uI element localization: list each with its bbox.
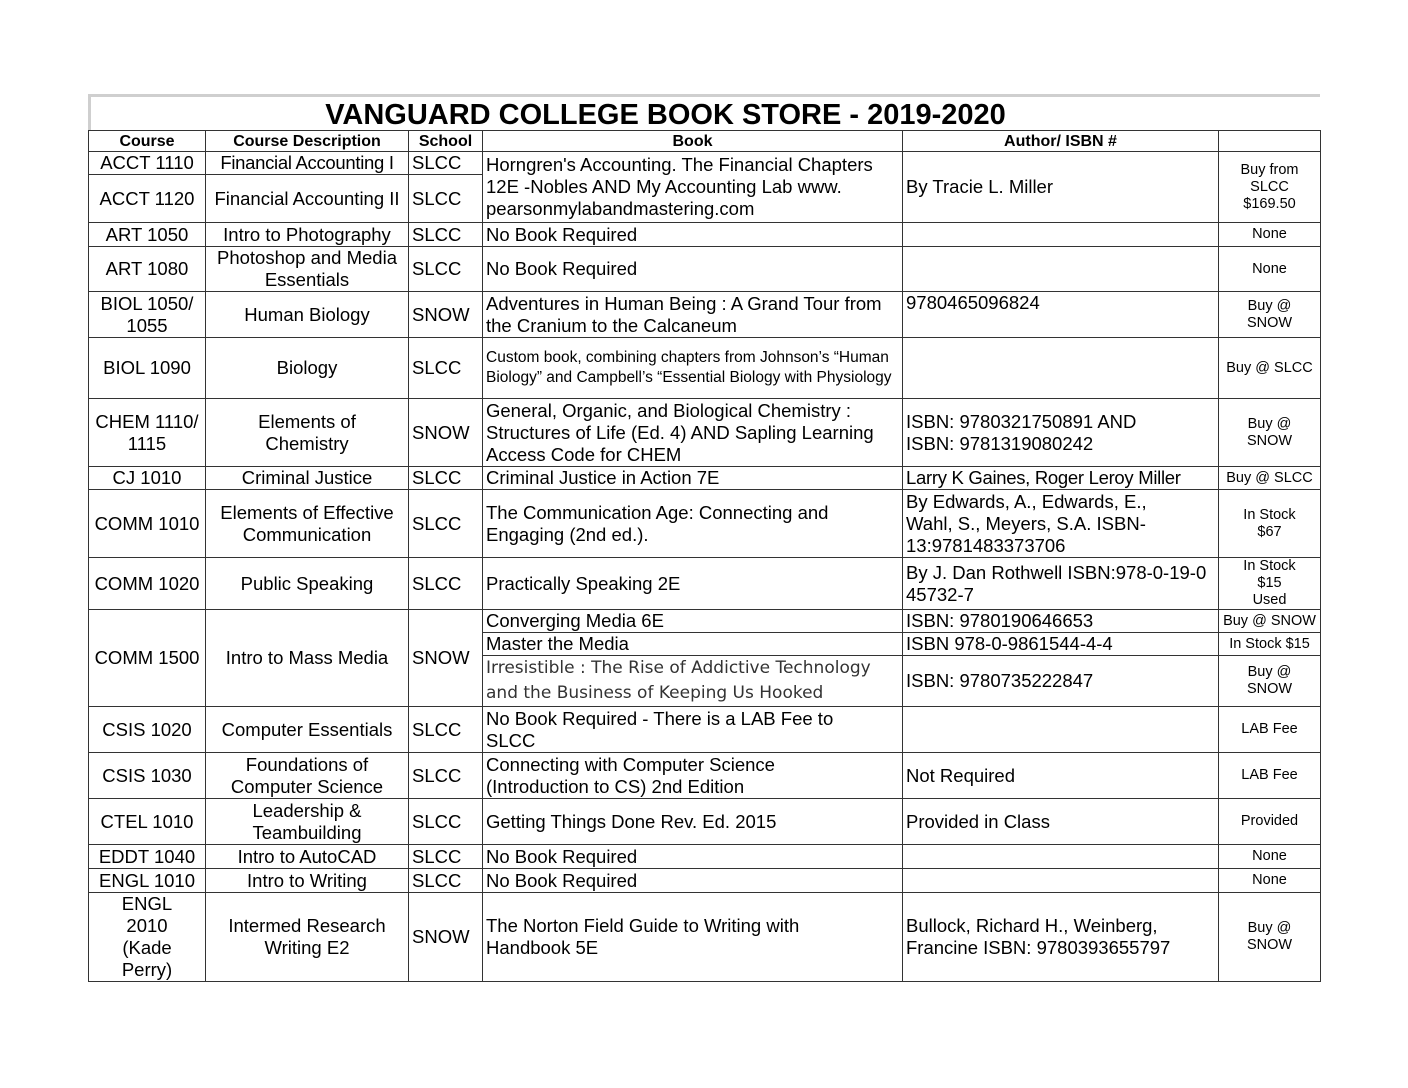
book-cell: Criminal Justice in Action 7E (483, 467, 903, 490)
description-cell: Elements of Effective Communication (206, 490, 409, 558)
table-row (89, 869, 1321, 893)
header-course: Course (89, 131, 206, 152)
status-cell: Buy @ SLCC (1219, 467, 1321, 490)
status-cell: Buy @ SLCC (1219, 338, 1321, 399)
book-cell: Adventures in Human Being : A Grand Tour from the Cranium to the Calcaneum (483, 292, 903, 338)
author-cell (903, 845, 1219, 869)
book-cell: General, Organic, and Biological Chemistry : Structures of Life (Ed. 4) AND Sapling Learning Access Code for CHEM (483, 399, 903, 467)
page-title: VANGUARD COLLEGE BOOK STORE - 2019-2020 (325, 99, 1006, 131)
book-table (88, 130, 1321, 982)
status-cell: Buy from SLCC $169.50 (1219, 152, 1321, 223)
title-bar (88, 94, 1320, 130)
description-cell: Biology (206, 338, 409, 399)
school-cell: SNOW (409, 292, 483, 338)
author-cell: By Tracie L. Miller (903, 152, 1219, 223)
header-author: Author/ ISBN # (903, 131, 1219, 152)
status-cell: Provided (1219, 799, 1321, 845)
table-row (89, 610, 1321, 633)
book-cell: No Book Required (483, 869, 903, 893)
book-cell: Converging Media 6E (483, 610, 903, 633)
school-cell: SLCC (409, 152, 483, 175)
status-cell: None (1219, 845, 1321, 869)
description-cell: Photoshop and Media Essentials (206, 247, 409, 292)
table-row (89, 799, 1321, 845)
status-cell: Buy @ SNOW (1219, 656, 1321, 707)
header-description: Course Description (206, 131, 409, 152)
author-cell: ISBN: 9780735222847 (903, 656, 1219, 707)
description-cell: Computer Essentials (206, 707, 409, 753)
school-cell: SLCC (409, 845, 483, 869)
status-cell: In Stock $15 Used (1219, 558, 1321, 610)
author-cell: ISBN: 9780321750891 AND ISBN: 9781319080242 (903, 399, 1219, 467)
header-school: School (409, 131, 483, 152)
header-book: Book (483, 131, 903, 152)
course-cell: BIOL 1050/ 1055 (89, 292, 206, 338)
table-row (89, 223, 1321, 247)
course-cell: COMM 1020 (89, 558, 206, 610)
table-row (89, 845, 1321, 869)
table-row (89, 707, 1321, 753)
status-cell: LAB Fee (1219, 707, 1321, 753)
status-cell: In Stock $15 (1219, 633, 1321, 656)
description-cell: Leadership & Teambuilding (206, 799, 409, 845)
status-cell: In Stock $67 (1219, 490, 1321, 558)
school-cell: SLCC (409, 799, 483, 845)
author-cell (903, 247, 1219, 292)
author-cell: Larry K Gaines, Roger Leroy Miller (903, 467, 1219, 490)
course-cell: CTEL 1010 (89, 799, 206, 845)
description-cell: Financial Accounting II (206, 175, 409, 223)
school-cell: SLCC (409, 753, 483, 799)
author-cell: Not Required (903, 753, 1219, 799)
author-cell: By J. Dan Rothwell ISBN:978-0-19-045732-7 (903, 558, 1219, 610)
bookstore-sheet (88, 94, 1320, 982)
author-cell (903, 223, 1219, 247)
description-cell: Public Speaking (206, 558, 409, 610)
school-cell: SLCC (409, 467, 483, 490)
status-cell: None (1219, 247, 1321, 292)
school-cell: SLCC (409, 175, 483, 223)
description-cell: Intermed Research Writing E2 (206, 893, 409, 982)
school-cell: SLCC (409, 869, 483, 893)
table-row (89, 490, 1321, 558)
course-cell: CJ 1010 (89, 467, 206, 490)
author-cell: By Edwards, A., Edwards, E., Wahl, S., Meyers, S.A. ISBN-13:9781483373706 (903, 490, 1219, 558)
description-cell: Intro to Writing (206, 869, 409, 893)
course-cell: ART 1050 (89, 223, 206, 247)
description-cell: Foundations of Computer Science (206, 753, 409, 799)
book-cell: Horngren's Accounting. The Financial Chapters 12E -Nobles AND My Accounting Lab www. pearsonmylabandmastering.com (483, 152, 903, 223)
status-cell: None (1219, 223, 1321, 247)
school-cell: SNOW (409, 610, 483, 707)
course-cell: BIOL 1090 (89, 338, 206, 399)
table-row (89, 558, 1321, 610)
course-cell: ART 1080 (89, 247, 206, 292)
table-row (89, 893, 1321, 982)
book-cell: No Book Required (483, 247, 903, 292)
book-cell: Master the Media (483, 633, 903, 656)
table-row (89, 247, 1321, 292)
author-cell: ISBN: 9780190646653 (903, 610, 1219, 633)
school-cell: SLCC (409, 558, 483, 610)
school-cell: SNOW (409, 399, 483, 467)
book-cell: The Norton Field Guide to Writing with Handbook 5E (483, 893, 903, 982)
status-cell: Buy @ SNOW (1219, 610, 1321, 633)
school-cell: SLCC (409, 247, 483, 292)
status-cell: None (1219, 869, 1321, 893)
header-row (89, 131, 1321, 152)
book-cell: No Book Required (483, 223, 903, 247)
book-cell: The Communication Age: Connecting and Engaging (2nd ed.). (483, 490, 903, 558)
course-cell: CSIS 1020 (89, 707, 206, 753)
course-cell: ENGL 1010 (89, 869, 206, 893)
course-cell: COMM 1010 (89, 490, 206, 558)
school-cell: SLCC (409, 707, 483, 753)
author-cell (903, 707, 1219, 753)
table-row (89, 399, 1321, 467)
course-cell: CSIS 1030 (89, 753, 206, 799)
table-row (89, 753, 1321, 799)
course-cell: ACCT 1120 (89, 175, 206, 223)
description-cell: Criminal Justice (206, 467, 409, 490)
school-cell: SLCC (409, 338, 483, 399)
book-cell: No Book Required - There is a LAB Fee to SLCC (483, 707, 903, 753)
book-cell: Getting Things Done Rev. Ed. 2015 (483, 799, 903, 845)
table-row (89, 338, 1321, 399)
author-cell: 9780465096824 (903, 292, 1219, 338)
status-cell: Buy @ SNOW (1219, 399, 1321, 467)
author-cell: ISBN 978-0-9861544-4-4 (903, 633, 1219, 656)
description-cell: Intro to AutoCAD (206, 845, 409, 869)
table-row (89, 467, 1321, 490)
course-cell: ACCT 1110 (89, 152, 206, 175)
course-cell: CHEM 1110/ 1115 (89, 399, 206, 467)
status-cell: Buy @ SNOW (1219, 292, 1321, 338)
book-cell: Irresistible : The Rise of Addictive Technology and the Business of Keeping Us Hooked (483, 656, 903, 707)
book-cell: Practically Speaking 2E (483, 558, 903, 610)
author-cell (903, 338, 1219, 399)
book-cell: Connecting with Computer Science (Introduction to CS) 2nd Edition (483, 753, 903, 799)
status-cell: Buy @ SNOW (1219, 893, 1321, 982)
course-cell: ENGL 2010 (Kade Perry) (89, 893, 206, 982)
author-cell (903, 869, 1219, 893)
description-cell: Financial Accounting I (206, 152, 409, 175)
course-cell: EDDT 1040 (89, 845, 206, 869)
school-cell: SNOW (409, 893, 483, 982)
table-row (89, 152, 1321, 175)
school-cell: SLCC (409, 223, 483, 247)
table-row (89, 292, 1321, 338)
description-cell: Intro to Mass Media (206, 610, 409, 707)
school-cell: SLCC (409, 490, 483, 558)
course-cell: COMM 1500 (89, 610, 206, 707)
description-cell: Elements of Chemistry (206, 399, 409, 467)
author-cell: Bullock, Richard H., Weinberg, Francine ISBN: 9780393655797 (903, 893, 1219, 982)
description-cell: Human Biology (206, 292, 409, 338)
book-cell: No Book Required (483, 845, 903, 869)
header-status (1219, 131, 1321, 152)
author-cell: Provided in Class (903, 799, 1219, 845)
description-cell: Intro to Photography (206, 223, 409, 247)
book-cell: Custom book, combining chapters from Johnson’s “Human Biology” and Campbell’s “Essential Biology with Physiology (483, 338, 903, 399)
status-cell: LAB Fee (1219, 753, 1321, 799)
